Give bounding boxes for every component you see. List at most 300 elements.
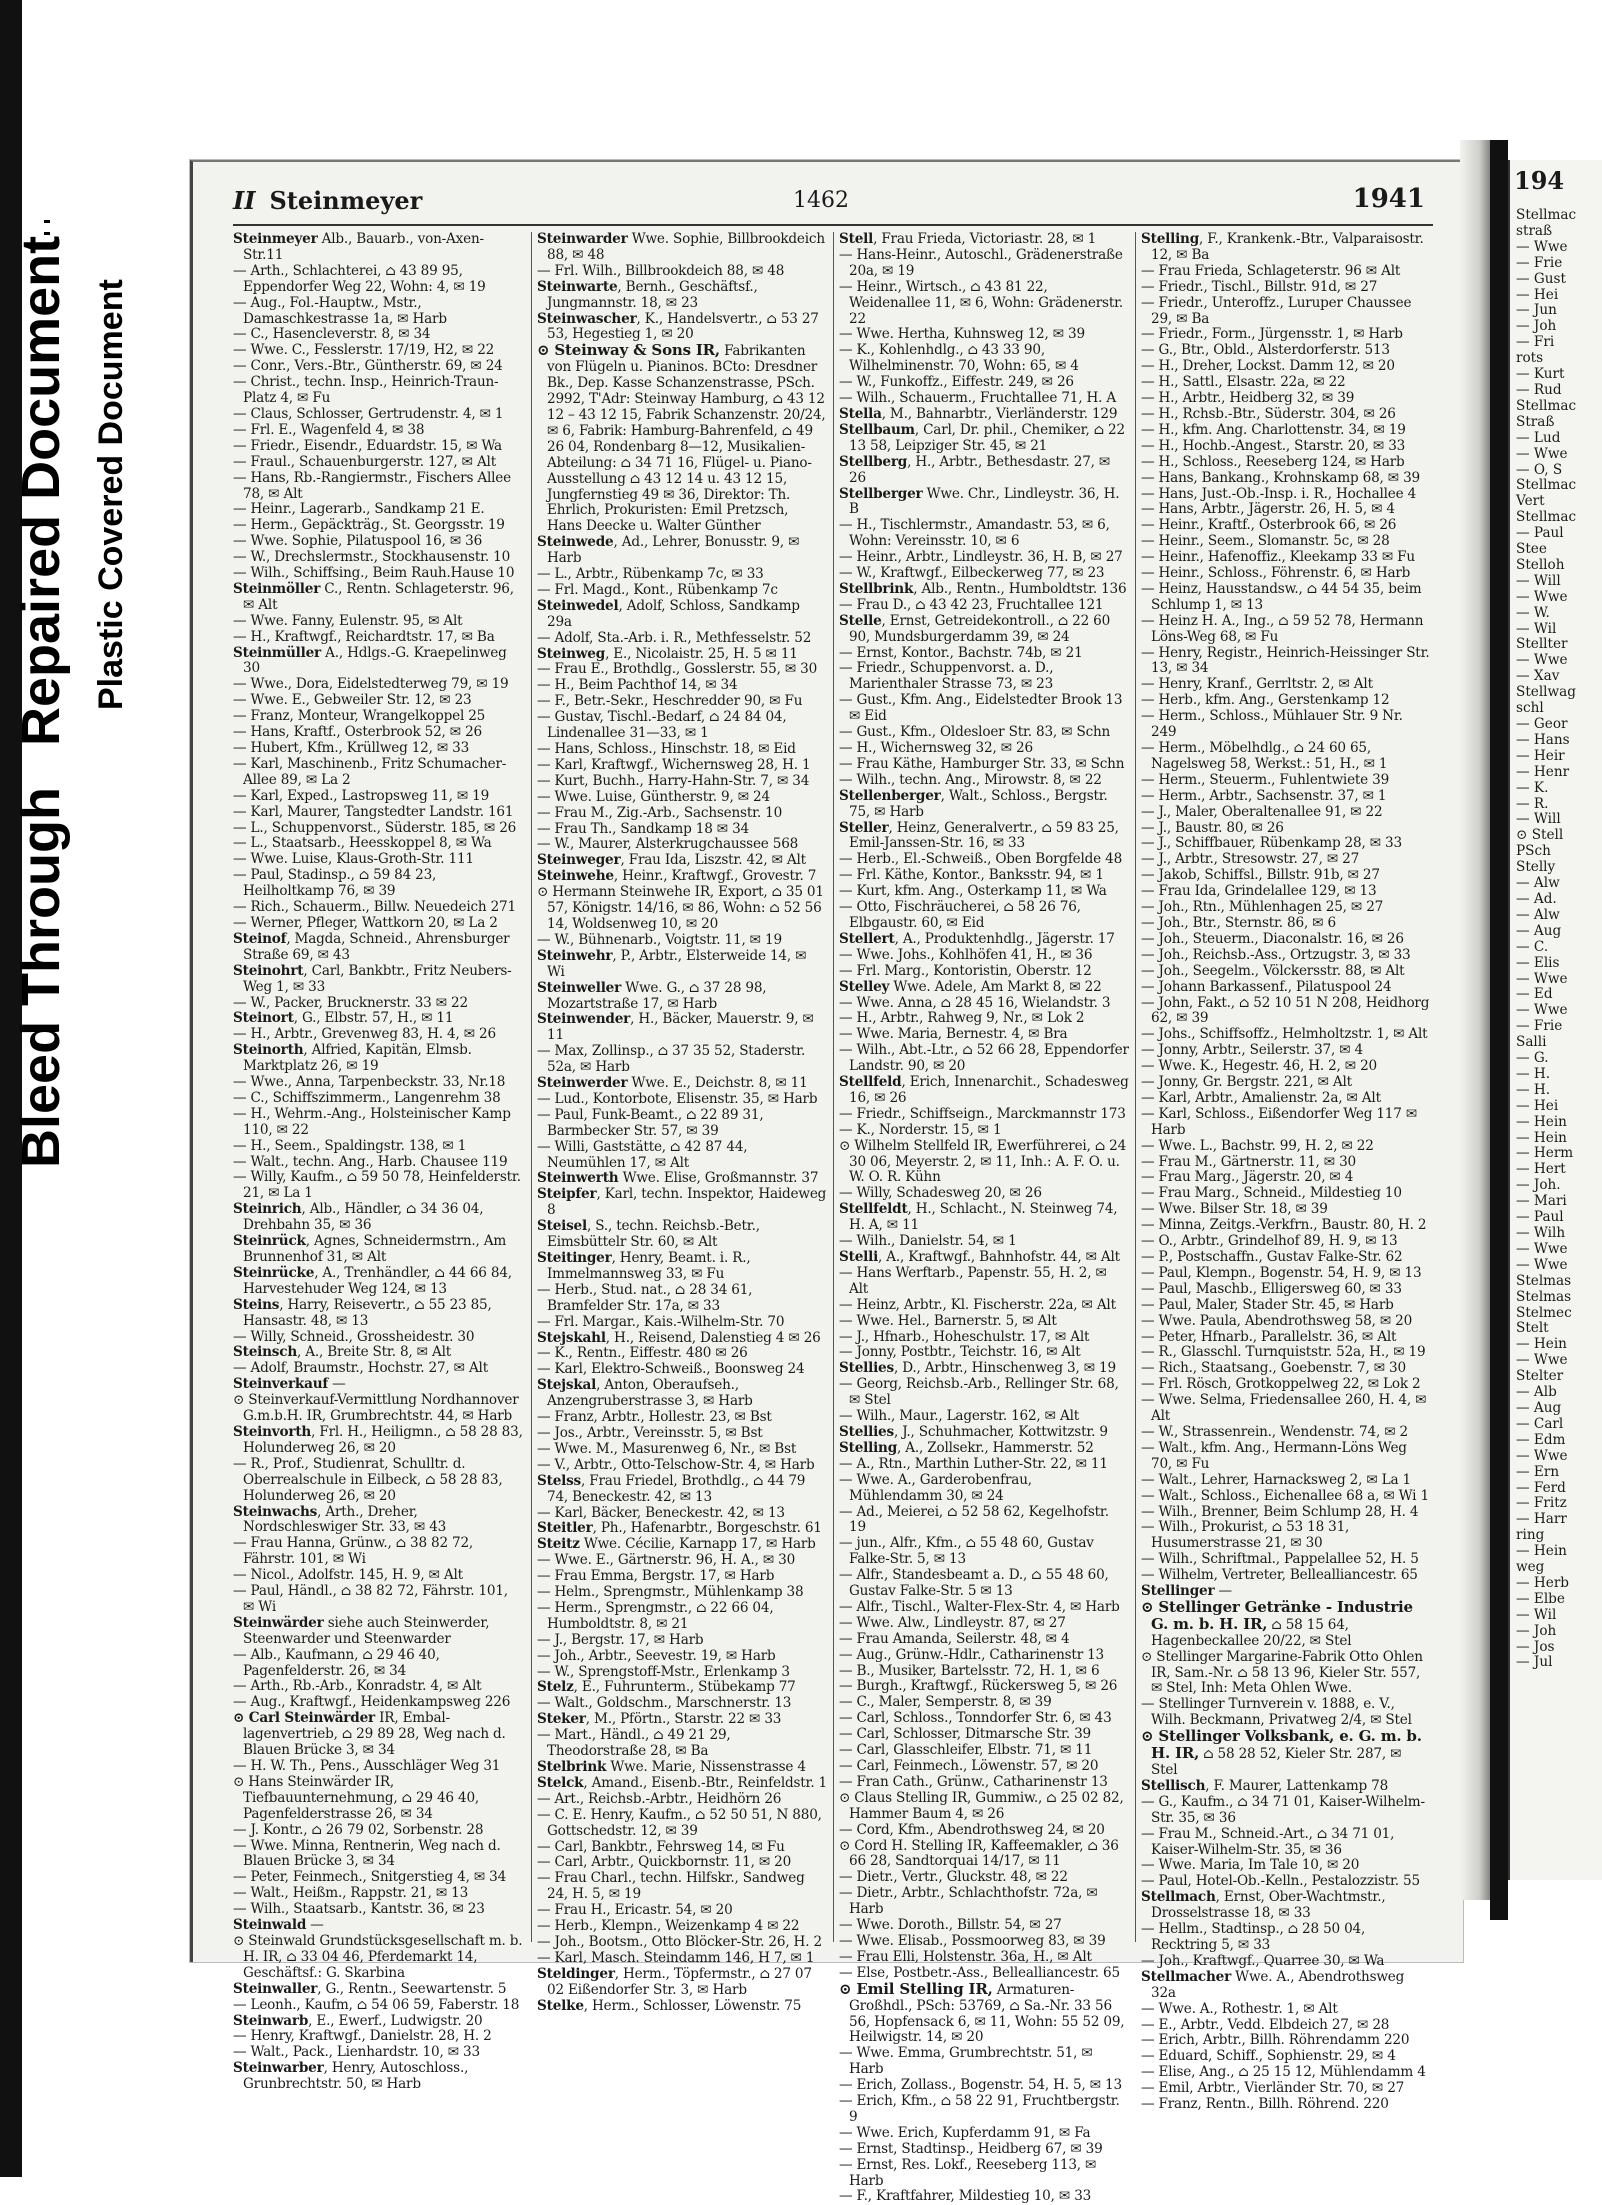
entry-details: — Gust., Kfm., Oldesloer Str. 83, ✉ Schn [839,724,1111,741]
entry-details: — Herb., kfm. Ang., Gerstenkamp 12 [1141,692,1390,709]
directory-entry [233,677,523,693]
directory-entry [233,741,523,757]
entry-details: — Walt., Goldschm., Marschnerstr. 13 [537,1695,792,1712]
entry-surname: Stellfeld [839,1074,902,1091]
directory-entry [839,1775,1129,1791]
entry-details: — Leonh., Kaufm, ⌂ 54 06 59, Faberstr. 18 [233,1996,520,2013]
directory-entry [839,868,1129,884]
directory-entry [1141,327,1431,343]
entry-details: — Carl, Bankbtr., Fehrsweg 14, ✉ Fu [537,1838,785,1855]
entry-details: ⊙ Wilhelm Stellfeld IR, Ewerführerei, ⌂ 24 30 06, Meyerstr. 2, ✉ 11, Inh.: A. F. O. u. W. O. R. Kühn [839,1137,1127,1186]
directory-entry [233,471,523,503]
facing-page-line: — Wwe [1516,1256,1568,1273]
entry-details: — Carl, Glasschleifer, Elbstr. 71, ✉ 11 [839,1742,1093,1759]
facing-page-line: — R. [1516,795,1549,812]
directory-entry [1141,471,1431,487]
directory-entry [839,1298,1129,1314]
directory-entry [1141,439,1431,455]
entry-details: Wwe. Marie, Nissenstrasse 4 [606,1759,806,1775]
entry-details: — Herb., Klempn., Weizenkamp 4 ✉ 22 [537,1918,800,1935]
entry-details: — Friedr., Form., Jürgensstr. 1, ✉ Harb [1141,326,1403,343]
entry-surname: Steinohrt [233,962,304,979]
entry-surname: Steinwarte [537,278,618,295]
directory-entry [839,1711,1129,1727]
directory-entry [537,1474,827,1506]
entry-details: Wwe. Cécilie, Karnapp 17, ✉ Harb [579,1536,816,1553]
directory-entry [1141,1779,1431,1795]
directory-entry [839,2094,1129,2126]
entry-details: — Mart., Händl., ⌂ 49 21 29, Theodorstraße 28, ✉ Ba [537,1727,731,1760]
entry-details: — Burgh., Kraftwgf., Rückersweg 5, ✉ 26 [839,1678,1118,1695]
directory-entry [839,900,1129,932]
directory-entry [1141,1345,1431,1361]
entry-details: — Wilh., Prokurist, ⌂ 53 18 31, Husumerstrasse 21, ✉ 30 [1141,1519,1350,1552]
directory-entry [1141,1473,1431,1489]
directory-entry [537,742,827,758]
directory-entry [233,1393,523,1425]
entry-details: — Jonny, Gr. Bergstr. 221, ✉ Alt [1141,1074,1352,1091]
entry-details: — Heinr., Seem., Slomanstr. 5c, ✉ 28 [1141,533,1390,550]
directory-entry [233,1568,523,1584]
facing-page-line: — H. [1516,1081,1551,1098]
entry-details: — H., Wichernsweg 32, ✉ 26 [839,740,1033,756]
entry-details: — Herm., Möbelhdlg., ⌂ 24 60 65, Nagelsweg 58, Werkst.: 51, H., ✉ 1 [1141,740,1388,772]
facing-page-line: — C. [1516,938,1549,955]
facing-page-line: — Aug [1516,1399,1562,1416]
facing-page-line: PSch [1516,843,1551,860]
directory-entry [537,853,827,869]
facing-page-line: — Elis [1516,954,1560,971]
directory-column-2 [531,231,828,2014]
directory-entry [839,1616,1129,1632]
entry-details: — Gust., Kfm. Ang., Eidelstedter Brook 13 ✉ Eid [839,692,1123,725]
facing-page-line: — Paul [1516,525,1564,542]
entry-details: — Willy, Kaufm., ⌂ 59 50 78, Heinfelderstr. 21, ✉ La 1 [233,1169,521,1202]
directory-entry [839,2142,1129,2158]
entry-details: — Karl, Elektro-Schweiß., Boonsweg 24 [537,1361,805,1378]
directory-entry [1141,1795,1431,1827]
directory-entry [1141,343,1431,359]
directory-entry [839,232,1129,248]
directory-entry [839,1918,1129,1934]
facing-page-line: — Edm [1516,1431,1566,1448]
entry-details: — Joh., Btr., Sternstr. 86, ✉ 6 [1141,914,1336,931]
entry-surname: Steinwede [537,534,614,551]
entry-details: — Walt., Schloss., Eichenallee 68 a, ✉ Wi 1 [1141,1487,1429,1504]
facing-page-line: — Wwe [1516,445,1568,462]
directory-entry [233,423,523,439]
directory-entry [233,1886,523,1902]
entry-details: — Joh., Steuerm., Diaconalstr. 16, ✉ 26 [1141,930,1404,947]
side-label-repaired-text: Repaired Document [11,235,71,746]
entry-details: — Carl, Feinmech., Löwenstr. 57, ✉ 20 [839,1758,1099,1774]
facing-page-line: — Joh. [1516,1177,1561,1194]
entry-details: , Heinr., Kraftwgf., Grovestr. 7 [613,868,817,885]
directory-entry [537,1649,827,1665]
facing-page-line: — Joh [1516,318,1557,335]
facing-page-line: — Harr [1516,1511,1567,1528]
directory-entry [839,1441,1129,1457]
directory-entry [1141,980,1431,996]
directory-entry [537,1569,827,1585]
directory-page [190,160,1463,2205]
entry-details: , Carl, Bankbtr., Fritz Neubers-Weg 1, ✉ 33 [243,962,512,995]
facing-page-line: Stellter [1516,636,1568,653]
entry-details: — Frau Hanna, Grünw., ⌂ 38 82 72, Fährstr. 101, ✉ Wi [233,1535,474,1568]
entry-details: — R., Prof., Studienrat, Schulltr. d. Oberrealschule in Eilbeck, ⌂ 58 28 83, Holunderweg 26, ✉ 20 [233,1455,503,1504]
entry-details: — Art., Reichsb.-Arbtr., Heidhörn 26 [537,1790,782,1807]
side-label-bleed-through [10,236,72,1168]
entry-details: — Henry, Registr., Heinrich-Heissinger Str. 13, ✉ 34 [1141,644,1430,677]
entry-details: — Walt., kfm. Ang., Hermann-Löns Weg 70, ✉ Fu [1141,1439,1407,1472]
entry-surname: Steinrücke [233,1264,315,1281]
directory-entry [537,1696,827,1712]
entry-details: — W., Packer, Brucknerstr. 33 ✉ 22 [233,994,468,1011]
entry-details: , Amand., Eisenb.-Btr., Reinfeldstr. 1 [583,1774,828,1791]
directory-entry [233,1918,523,1934]
directory-entry [537,264,827,280]
entry-details: — H., Hochb.-Angest., Starstr. 20, ✉ 33 [1141,437,1406,454]
directory-entry [839,1345,1129,1361]
entry-details: — Carl, Schlosser, Ditmarsche Str. 39 [839,1726,1091,1743]
entry-details: , A., Zollsekr., Hammerstr. 52 [897,1439,1094,1456]
entry-details: Wwe. Sophie, Billbrookdeich 88, ✉ 48 [547,231,825,263]
directory-entry [1141,996,1431,1028]
facing-page-line: — Alw [1516,906,1560,923]
directory-entry [839,1505,1129,1537]
entry-details: — E., Arbtr., Vedd. Elbdeich 27, ✉ 28 [1141,2016,1390,2033]
entry-details: — Paul, Maler, Stader Str. 45, ✉ Harb [1141,1296,1394,1313]
entry-details: — Wwe. Luise, Klaus-Groth-Str. 111 [233,851,474,868]
facing-page-line: ⊙ Stell [1516,827,1564,844]
directory-entry [537,1840,827,1856]
directory-entry [1141,582,1431,614]
entry-details: — Karl, Arbtr., Amalienstr. 2a, ✉ Alt [1141,1089,1381,1106]
entry-details: — Erich, Zollass., Bogenstr. 54, H. 5, ✉ 13 [839,2077,1122,2094]
entry-details: — H., Kraftwgf., Reichardtstr. 17, ✉ Ba [233,628,495,645]
directory-entry [537,1331,827,1347]
entry-surname: ⊙ Carl Steinwärder [233,1710,375,1727]
directory-entry [1141,487,1431,503]
directory-entry [1141,1075,1431,1091]
directory-entry [839,614,1129,646]
entry-details: — Hans-Heinr., Autoschl., Grädenerstraße 20a, ✉ 19 [839,246,1123,279]
entry-surname: Steinmöller [233,580,321,597]
directory-entry [233,1839,523,1871]
entry-details: C., Rentn. Schlageterstr. 96, ✉ Alt [243,580,514,613]
entry-details: — Walt., Lehrer, Harnacksweg 2, ✉ La 1 [1141,1471,1411,1488]
entry-details: — Wwe. Paula, Abendrothsweg 58, ✉ 20 [1141,1312,1413,1329]
directory-entry [1141,789,1431,805]
entry-details: — Eduard, Schiff., Sophienstr. 29, ✉ 4 [1141,2048,1396,2065]
directory-entry [233,1107,523,1139]
entry-details: — Fran Cath., Grünw., Catharinenstr 13 [839,1773,1108,1790]
directory-entry [233,1536,523,1568]
directory-entry [537,1506,827,1522]
directory-entry [537,1521,827,1537]
directory-entry [233,1648,523,1680]
directory-entry [233,1679,523,1695]
entry-details: — Hans Werftarb., Papenstr. 55, H. 2, ✉ Alt [839,1264,1107,1297]
directory-entry [233,1170,523,1202]
directory-entry [1141,1043,1431,1059]
entry-details: , Henry, Beamt. i. R., Immelmannsweg 33, ✉ Fu [547,1250,751,1282]
directory-entry [839,996,1129,1012]
directory-entry [233,1425,523,1457]
entry-details: ⊙ Cord H. Stelling IR, Kaffeemakler, ⌂ 36 66 28, Sandtorquai 14/17, ✉ 11 [839,1837,1119,1870]
directory-entry [839,884,1129,900]
entry-details: , M., Pförtn., Starstr. 22 ✉ 33 [585,1711,782,1728]
entry-details: — John, Fakt., ⌂ 52 10 51 N 208, Heidhorg 62, ✉ 39 [1141,994,1430,1027]
directory-entry [839,375,1129,391]
directory-entry [233,916,523,932]
directory-entry [233,1377,523,1393]
directory-entry [233,852,523,868]
entry-details: , Ernst, Ober-Wachtmstr., Drosselstrasse 18, ✉ 33 [1151,1889,1386,1922]
entry-surname: Steinwedel [537,597,619,614]
entry-surname: Steinof [233,930,287,947]
directory-entry [1141,1377,1431,1393]
directory-entry [1141,1250,1431,1266]
directory-entry [537,1012,827,1044]
directory-entry [839,2189,1129,2205]
entry-details: — Christ., techn. Insp., Heinrich-Traun-Platz 4, ✉ Fu [233,374,499,407]
directory-entry [233,1202,523,1234]
facing-page-line: — Paul [1516,1209,1564,1226]
directory-entry [537,535,827,567]
directory-entry [839,1823,1129,1839]
entry-details: — Willi, Gaststätte, ⌂ 42 87 44, Neumühlen 17, ✉ Alt [537,1138,748,1171]
entry-details: — Carl, Schloss., Tonndorfer Str. 6, ✉ 43 [839,1710,1112,1727]
entry-surname: Stellisch [1141,1777,1206,1794]
entry-details: — Aug., Fol.-Hauptw., Mstr., Damaschkestrasse 1a, ✉ Harb [233,294,447,327]
directory-entry [839,407,1129,423]
directory-entry [537,1999,827,2015]
directory-entry [233,534,523,550]
directory-columns [233,231,1443,2205]
entry-details: — Karl, Maurer, Tangstedter Landstr. 161 [233,803,514,820]
facing-page-line: Straß [1516,413,1555,430]
entry-details: — Herm., Sprengmstr., ⌂ 22 66 04, Humboldtstr. 8, ✉ 21 [537,1599,774,1632]
entry-surname: Stelke [537,1997,584,2014]
directory-entry [537,1108,827,1140]
facing-page-edge [1508,160,1602,1880]
running-head-name: Steinmeyer [269,186,423,215]
directory-entry [233,2045,523,2061]
entry-details: Wwe. Chr., Lindleystr. 36, H. B [849,485,1120,518]
entry-details: , Walt., Schloss., Bergstr. 75, ✉ Harb [849,787,1108,820]
entry-details: , Frau Ida, Liszstr. 42, ✉ Alt [620,852,806,869]
entry-details: — Hans, Schloss., Hinschstr. 18, ✉ Eid [537,741,796,757]
entry-surname: Stellberger [839,485,923,502]
entry-details: — Fraul., Schauenburgerstr. 127, ✉ Alt [233,453,496,470]
directory-entry [537,599,827,631]
entry-details: — Hans, Rb.-Rangiermstr., Fischers Allee 78, ✉ Alt [233,469,511,502]
entry-surname: Steitz [537,1536,580,1553]
section-roman-numeral: II [233,186,256,215]
entry-details: — Otto, Fischräucherei, ⌂ 58 26 76, Elbgaustr. 60, ✉ Eid [839,899,1081,931]
entry-details: Wwe. A., Abendrothsweg 32a [1151,1968,1405,2001]
directory-entry [233,1902,523,1918]
facing-page-line: — Frie [1516,254,1563,271]
directory-entry [537,583,827,599]
directory-entry [839,1011,1129,1027]
directory-entry [1141,1970,1431,2002]
directory-entry [233,1139,523,1155]
entry-details: — Willy, Schneid., Grossheidestr. 30 [233,1328,475,1345]
facing-page-line: — Wil [1516,620,1557,637]
directory-entry [233,439,523,455]
entry-details: — Heinr., Schloss., Föhrenstr. 6, ✉ Harb [1141,565,1411,582]
facing-page-line: Stelloh [1516,556,1565,573]
entry-details: ⊙ Claus Stelling IR, Gummiw., ⌂ 25 02 82, Hammer Baum 4, ✉ 26 [839,1789,1124,1822]
entry-details: A., Hdlgs.-G. Kraepelinweg 30 [243,644,507,677]
entry-surname: Steinwachs [233,1503,318,1520]
directory-entry [537,678,827,694]
entry-details: — J., Bergstr. 17, ✉ Harb [537,1631,704,1648]
directory-entry [839,487,1129,519]
entry-details: , Alb., Händler, ⌂ 34 36 04, Drehbahn 35, ✉ 36 [243,1201,484,1234]
directory-entry [233,725,523,741]
entry-details: — J., Maler, Oberaltenallee 91, ✉ 22 [1141,803,1383,820]
facing-page-line: — Aug [1516,922,1562,939]
directory-entry [839,1266,1129,1298]
entry-details: — C., Maler, Semperstr. 8, ✉ 39 [839,1694,1052,1711]
entry-details: — Frau Frieda, Schlageterstr. 96 ✉ Alt [1141,262,1401,279]
directory-entry [839,1075,1129,1107]
marker-dash [44,220,50,223]
directory-entry [537,1728,827,1760]
entry-surname: Steins [233,1296,280,1313]
entry-surname: Steinwärder [233,1614,324,1631]
entry-details: — H., Tischlermstr., Amandastr. 53, ✉ 6, Wohn: Vereinsstr. 10, ✉ 6 [839,517,1110,550]
entry-details: — K., Norderstr. 15, ✉ 1 [839,1121,1002,1138]
directory-entry [839,1791,1129,1823]
entry-details: — Karl, Bäcker, Beneckestr. 42, ✉ 13 [537,1504,785,1521]
directory-entry [839,582,1129,598]
entry-details: — Paul, Klempn., Bogenstr. 54, H. 9, ✉ 13 [1141,1264,1422,1281]
entry-details: — Nicol., Adolfstr. 145, H. 9, ✉ Alt [233,1567,463,1584]
entry-details: — Wwe. Emma, Grumbrechtstr. 51, ✉ Harb [839,2045,1093,2078]
directory-entry [839,1886,1129,1918]
facing-page-line: Vert [1516,493,1545,510]
directory-entry [839,1043,1129,1075]
directory-entry [537,694,827,710]
entry-details: — H. W. Th., Pens., Ausschläger Weg 31 [233,1758,501,1774]
entry-details: — K., Rentn., Eiffestr. 480 ✉ 26 [537,1345,748,1362]
entry-details: ⊙ Hans Steinwärder IR, Tiefbauunternehmung, ⌂ 29 46 40, Pagenfelderstrasse 26, ✉ 34 [233,1773,480,1822]
entry-firm-name: ⊙ Emil Stelling IR, [839,1979,993,1998]
facing-page-line: — Frie [1516,1018,1563,1035]
entry-details: — J., Schiffbauer, Rübenkamp 28, ✉ 33 [1141,835,1402,852]
directory-entry [537,885,827,933]
entry-details: ⌂ 58 15 64, Hagenbeckallee 20/22, ✉ Stel [1151,1616,1352,1649]
facing-page-line: Stellmac [1516,397,1577,414]
directory-entry [839,1536,1129,1568]
entry-details: — C., Schiffszimmerm., Langenrehm 38 [233,1089,501,1106]
entry-details: — Minna, Zeitgs.-Verkfrn., Baustr. 80, H. 2 [1141,1217,1427,1234]
directory-entry [233,821,523,837]
directory-entry [233,343,523,359]
facing-page-line: — Hein [1516,1543,1567,1560]
entry-details: — Wwe. K., Hegestr. 46, H. 2, ✉ 20 [1141,1058,1377,1075]
directory-entry [537,662,827,678]
entry-surname: Steinwascher [537,310,637,327]
entry-surname: Steinwaller [233,1980,318,1997]
directory-entry [537,1076,827,1092]
facing-page-line: Stellmac [1516,207,1577,223]
entry-details: — Jonny, Arbtr., Seilerstr. 37, ✉ 4 [1141,1042,1364,1059]
entry-details: — Alfr., Standesbeamt a. D., ⌂ 55 48 60, Gustav Falke-Str. 5 ✉ 13 [839,1567,1109,1600]
directory-entry [1141,1568,1431,1584]
entry-details: — Wwe. A., Rothestr. 1, ✉ Alt [1141,2000,1338,2017]
directory-entry [233,836,523,852]
facing-page-line: — Wwe [1516,1352,1568,1369]
facing-page-line: — Fri [1516,334,1555,351]
entry-details: — Gustav, Tischl.-Bedarf, ⌂ 24 84 04, Lindenallee 31—33, ✉ 1 [537,709,787,742]
directory-entry [537,1251,827,1283]
directory-entry [839,789,1129,821]
directory-entry [839,1314,1129,1330]
entry-details: — Erich, Arbtr., Billh. Röhrendamm 220 [1141,2032,1410,2049]
entry-details: — W., Drechslermstr., Stockhausenstr. 10 [233,549,511,566]
entry-details: — Erich, Kfm., ⌂ 58 22 91, Fruchtbergstr. 9 [839,2093,1120,2125]
entry-details: — Friedr., Eisendr., Eduardstr. 15, ✉ Wa [233,437,502,454]
entry-details: — Wwe., Anna, Tarpenbeckstr. 33, Nr.18 [233,1074,506,1091]
directory-entry [839,1950,1129,1966]
entry-details: — A., Rtn., Marthin Luther-Str. 22, ✉ 11 [839,1455,1108,1472]
directory-entry [1141,932,1431,948]
facing-page-line: — Wwe [1516,1002,1568,1019]
directory-entry [1141,1330,1431,1346]
entry-details: — Georg, Reichsb.-Arb., Rellinger Str. 68, ✉ Stel [839,1376,1119,1409]
entry-details: — Joh., Arbtr., Seevestr. 19, ✉ Harb [537,1647,776,1664]
entry-details: — Wwe. Bilser Str. 18, ✉ 39 [1141,1201,1328,1218]
facing-page-line: Stelmas [1516,1288,1572,1305]
entry-surname: Stejskal [537,1377,597,1394]
directory-entry [537,1537,827,1553]
entry-details: — Paul, Stadinsp., ⌂ 59 84 23, Heilholtkamp 76, ✉ 39 [233,867,437,900]
facing-page-line: Salli [1516,1034,1547,1051]
directory-entry [1141,1027,1431,1043]
entry-details: , J., Schuhmacher, Kottwitzstr. 9 [893,1423,1108,1440]
entry-details: — Joh., Reichsb.-Ass., Ortzugstr. 3, ✉ 33 [1141,946,1411,963]
directory-entry [233,1043,523,1075]
entry-details: — Paul, Funk-Beamt., ⌂ 22 89 31, Barmbecker Str. 57, ✉ 39 [537,1106,764,1139]
entry-details: — Frau M., Schneid.-Art., ⌂ 34 71 01, Kaiser-Wilhelm-Str. 35, ✉ 36 [1141,1825,1395,1858]
directory-entry [233,1616,523,1648]
directory-entry [839,1202,1129,1234]
entry-details: — Wwe. Fanny, Eulenstr. 95, ✉ Alt [233,612,463,629]
entry-firm-name: ⊙ Steinway & Sons IR, [537,341,720,360]
directory-entry [1141,1827,1431,1859]
directory-entry [537,1855,827,1871]
directory-entry [1141,821,1431,837]
directory-entry [1141,1441,1431,1473]
directory-entry [1141,709,1431,741]
directory-entry [537,1633,827,1649]
entry-details: — Wwe. A., Garderobenfrau, Mühlendamm 30, ✉ 24 [839,1471,1032,1504]
entry-details: , Adolf, Schloss, Sandkamp 29a [547,597,800,630]
entry-details: , Heinz, Generalvertr., ⌂ 59 83 25, Emil-Janssen-Str. 16, ✉ 33 [849,819,1119,852]
entry-surname: Steipfer [537,1186,597,1203]
directory-entry [1141,280,1431,296]
entry-details: — Hans, Kraftf., Osterbrook 52, ✉ 26 [233,724,483,741]
directory-entry [839,980,1129,996]
directory-entry [537,869,827,885]
directory-entry [1141,264,1431,280]
entry-details: — Frau E., Brothdlg., Gosslerstr. 55, ✉ 30 [537,661,818,678]
